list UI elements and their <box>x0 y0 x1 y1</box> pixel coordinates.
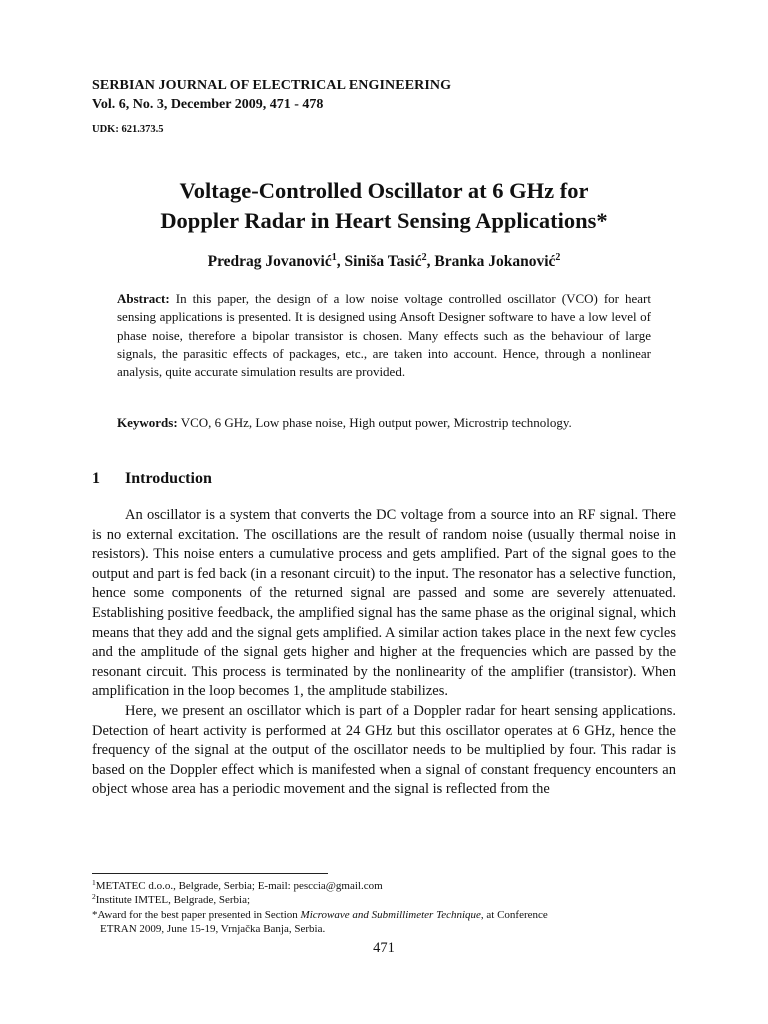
author-affiliation-mark: 2 <box>555 252 561 263</box>
abstract-text: In this paper, the design of a low noise voltage controlled oscillator (VCO) for heart sensing applications is presented. It is designed using Ansoft Designer software to have a low level of phase noise, therefore a bipolar transistor is chosen. Many effects such as the behaviour of large signals, the parasitic effects of packages, etc., are taken into account. Hence, through a nonlinear analysis, quite accurate simulation results are provided. <box>117 291 651 380</box>
keywords-text: VCO, 6 GHz, Low phase noise, High output power, Microstrip technology. <box>180 415 572 430</box>
footnote-text: *Award for the best paper presented in Section <box>92 908 301 921</box>
keywords-label: Keywords: <box>117 415 178 430</box>
author-name: Siniša Tasić <box>344 253 422 270</box>
author-affiliation-mark: 2 <box>421 252 427 263</box>
paper-title <box>92 176 676 236</box>
footnotes <box>92 879 676 936</box>
journal-name: SERBIAN JOURNAL OF ELECTRICAL ENGINEERING <box>92 78 452 93</box>
author-name: Predrag Jovanović <box>207 253 332 270</box>
body-paragraph: Here, we present an oscillator which is part of a Doppler radar for heart sensing applications. Detection of heart activity is performed at 24 GHz but this oscillator operates at 6 GHz, hence the frequency of the signal at the output of the oscillator needs to be multiplied by four. This radar is based on the Doppler effect which is manifested when a signal of constant frequency encounters an object whose area has a periodic movement and the signal is reflected from the <box>92 702 676 798</box>
footnote-award <box>92 908 676 922</box>
paper-title-line-1: Voltage-Controlled Oscillator at 6 GHz for <box>179 178 589 203</box>
section-heading <box>92 470 212 488</box>
author-separator: , <box>426 253 435 270</box>
footnote-mark: 1 <box>92 878 96 887</box>
footnote-1 <box>92 879 676 893</box>
author-list <box>92 253 676 271</box>
paper-title-line-2: Doppler Radar in Heart Sensing Applications* <box>160 208 608 233</box>
section-body <box>92 506 676 800</box>
footnote-text: METATEC d.o.o., Belgrade, Serbia; E-mail: pesccia@gmail.com <box>95 880 383 892</box>
page-number: 471 <box>373 940 395 956</box>
keywords <box>117 414 651 432</box>
footnote-2 <box>92 893 676 907</box>
body-paragraph: An oscillator is a system that converts the DC voltage from a source into an RF signal. There is no external excitation. The oscillations are the result of random noise (usually thermal noise in resistors). This noise enters a cumulative process and gets amplified. Part of the signal goes to the output and part is fed back (in a resonant circuit) to the input. The resonator has a selective function, hence some components of the returned signal are passed and some are severely attenuated. Establishing positive feedback, the amplified signal has the same phase as the original signal, which means that they add and the signal gets amplified. A similar action takes place in the next few cycles and the amplitude of the signal gets higher and higher at the frequencies which are passed by the resonant circuit. This process is terminated by the nonlinearity of the amplifier (transistor). When amplification in the loop becomes 1, the amplitude stabilizes. <box>92 507 676 700</box>
section-number: 1 <box>92 470 100 487</box>
footnote-text: , at Conference <box>480 908 548 921</box>
footnote-mark: 2 <box>92 892 96 902</box>
section-title: Introduction <box>125 470 212 487</box>
footnote-divider <box>92 873 328 874</box>
footnote-award-line-2: ETRAN 2009, June 15-19, Vrnjačka Banja, Serbia. <box>100 922 326 935</box>
author-separator: , <box>336 253 345 270</box>
footnote-text: Institute IMTEL, Belgrade, Serbia; <box>95 894 251 907</box>
abstract <box>117 290 651 381</box>
journal-volume-info: Vol. 6, No. 3, December 2009, 471 - 478 <box>92 97 324 112</box>
udk-code: UDK: 621.373.5 <box>92 124 164 135</box>
footnote-section-name: Microwave and Submillimeter Technique <box>300 908 481 921</box>
abstract-label: Abstract: <box>117 291 170 306</box>
author-affiliation-mark: 1 <box>331 252 337 263</box>
author-name: Branka Jokanović <box>434 253 556 270</box>
